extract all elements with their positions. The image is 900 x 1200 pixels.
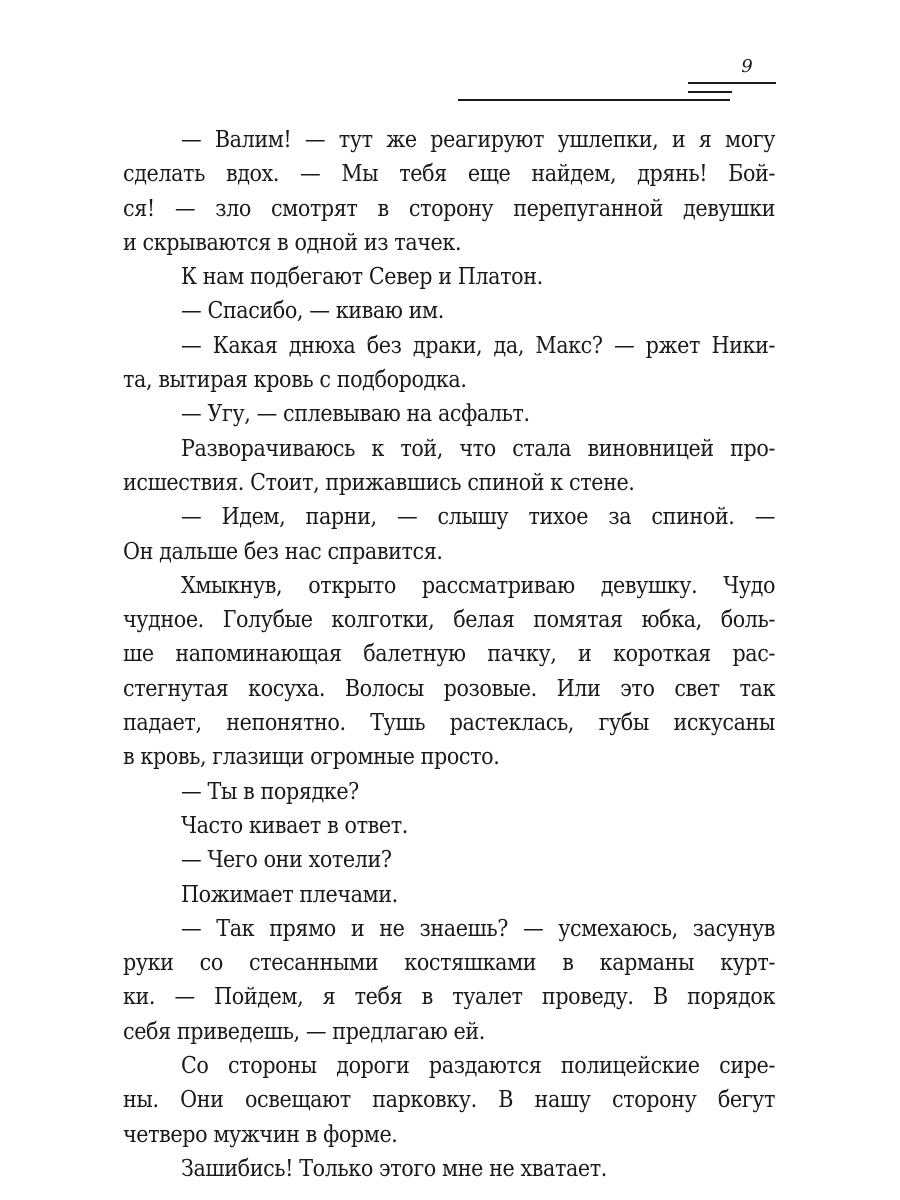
- text-line: Он дальше без нас справится.: [123, 538, 443, 565]
- text-line: К нам подбегают Север и Платон.: [181, 264, 543, 291]
- text-line: та, вытирая кровь с подбородка.: [123, 367, 467, 394]
- text-line: чудное. Голубые колготки, белая помятая юбка, боль-: [123, 607, 775, 634]
- text-line: стегнутая косуха. Волосы розовые. Или это свет так: [123, 675, 775, 702]
- paragraph: [123, 1049, 775, 1152]
- text-line: ше напоминающая балетную пачку, и короткая рас-: [123, 641, 775, 668]
- paragraph: [123, 878, 775, 912]
- text-line: — Чего они хотели?: [181, 847, 392, 874]
- text-line: Хмыкнув, открыто рассматриваю девушку. Чудо: [181, 572, 775, 599]
- page-number: 9: [741, 56, 753, 77]
- text-line: Разворачиваюсь к той, что стала виновницей про-: [181, 435, 775, 462]
- text-line: — Так прямо и не знаешь? — усмехаюсь, засунув: [181, 915, 775, 942]
- text-line: ны. Они освещают парковку. В нашу сторону бегут: [123, 1087, 775, 1114]
- paragraph: [123, 500, 775, 569]
- paragraph: [123, 397, 775, 431]
- paragraph: [123, 809, 775, 843]
- text-line: четверо мужчин в форме.: [123, 1121, 398, 1148]
- paragraph: [123, 843, 775, 877]
- header-rule-top: [688, 82, 776, 84]
- text-line: и скрываются в одной из тачек.: [123, 229, 462, 256]
- text-line: ся! — зло смотрят в сторону перепуганной девушки: [123, 195, 775, 222]
- header-rule-middle: [688, 91, 732, 93]
- paragraph: [123, 569, 775, 775]
- paragraph: [123, 775, 775, 809]
- text-line: Со стороны дороги раздаются полицейские сире-: [181, 1053, 775, 1080]
- paragraph: [123, 912, 775, 1049]
- text-line: — Ты в порядке?: [181, 778, 359, 805]
- text-line: в кровь, глазищи огромные просто.: [123, 744, 500, 771]
- text-line: себя приведешь, — предлагаю ей.: [123, 1018, 485, 1045]
- paragraph: [123, 123, 775, 260]
- header-rule-bottom: [458, 99, 730, 101]
- text-line: сделать вдох. — Мы тебя еще найдем, дрянь! Бой-: [123, 161, 775, 188]
- text-line: руки со стесанными костяшками в карманы курт-: [123, 950, 775, 977]
- paragraph: [123, 329, 775, 398]
- text-line: ки. — Пойдем, я тебя в туалет проведу. В порядок: [123, 984, 775, 1011]
- text-line: — Идем, парни, — слышу тихое за спиной. —: [181, 504, 775, 531]
- text-line: — Угу, — сплевываю на асфальт.: [181, 401, 530, 428]
- text-line: — Какая днюха без драки, да, Макс? — ржет Ники-: [181, 332, 775, 359]
- text-body: [123, 123, 775, 1186]
- paragraph: [123, 260, 775, 294]
- text-line: — Валим! — тут же реагируют ушлепки, и я могу: [181, 127, 775, 153]
- text-line: исшествия. Стоит, прижавшись спиной к стене.: [123, 469, 635, 496]
- text-line: падает, непонятно. Тушь растеклась, губы искусаны: [123, 710, 775, 737]
- text-line: Пожимает плечами.: [181, 881, 398, 908]
- text-line: Зашибись! Только этого мне не хватает.: [181, 1155, 607, 1182]
- paragraph: [123, 294, 775, 328]
- paragraph: [123, 432, 775, 501]
- paragraph: [123, 1152, 775, 1186]
- text-line: — Спасибо, — киваю им.: [181, 298, 444, 325]
- text-line: Часто кивает в ответ.: [181, 812, 408, 839]
